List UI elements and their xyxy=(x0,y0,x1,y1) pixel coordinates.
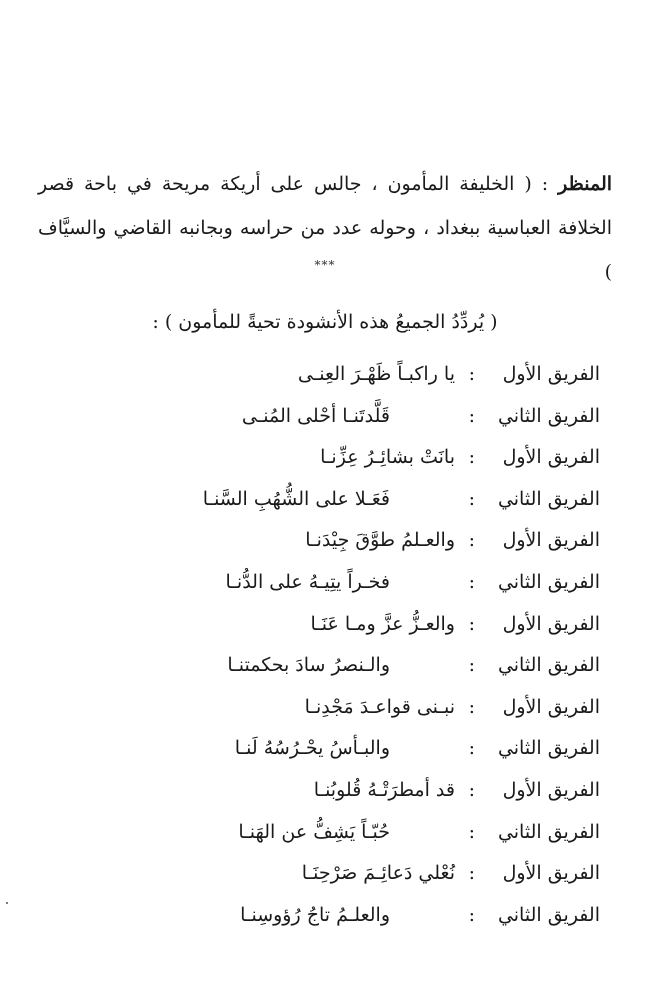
scene-description: : ( الخليفة المأمون ، جالس على أريكة مريحة في باحة قصر الخلافة العباسية ببغداد ، وحوله عدد من حراسه وبجانبه القاضي والسيَّاف ) xyxy=(38,173,612,283)
dialogue-line xyxy=(40,562,600,604)
speaker-name: الفريق الأول xyxy=(502,529,600,552)
dialogue-line xyxy=(40,479,600,521)
speaker-colon: : xyxy=(468,654,475,677)
speaker-name: الفريق الثاني xyxy=(497,737,600,760)
speaker-colon: : xyxy=(468,695,475,718)
speaker-name: الفريق الثاني xyxy=(497,654,600,677)
dialogue-line xyxy=(40,853,600,895)
scene-setting xyxy=(38,162,612,294)
dialogue-line xyxy=(40,812,600,854)
speaker-colon: : xyxy=(468,446,475,469)
dialogue-line xyxy=(40,770,600,812)
dialogue-line xyxy=(40,895,600,937)
verse-text: يا راكبـاً ظَهْـرَ العِنـى xyxy=(297,363,455,385)
speaker-colon: : xyxy=(468,612,475,635)
verse-text: والعـزُّ عزَّ ومـا عَنَـا xyxy=(310,612,455,635)
speaker-name: الفريق الأول xyxy=(502,695,600,718)
speaker-name: الفريق الأول xyxy=(502,446,600,469)
dialogue-line xyxy=(40,396,600,438)
scene-label: المنظر xyxy=(558,173,613,195)
speaker-name: الفريق الثاني xyxy=(497,903,600,926)
verse-text: والـنصرُ سادَ بحكمتنـا xyxy=(227,654,390,677)
dialogue-line xyxy=(40,645,600,687)
speaker-name: الفريق الثاني xyxy=(497,820,600,843)
speaker-name: الفريق الثاني xyxy=(497,487,600,510)
verse-text: والعـلمُ طوَّقَ جِيْدَنـا xyxy=(305,529,455,552)
verse-text: فَعَـلا على الشُّهُبِ السَّنـا xyxy=(202,487,390,510)
dialogue-line xyxy=(40,437,600,479)
dialogue-line xyxy=(40,728,600,770)
margin-speck xyxy=(6,902,8,904)
section-separator: *** xyxy=(314,258,336,272)
verse-text: والبـأسُ يحْـرُسُهُ لَنـا xyxy=(234,737,390,760)
speaker-colon: : xyxy=(468,363,475,385)
verse-text: نبـنى قواعـدَ مَجْدِنـا xyxy=(304,695,455,718)
verse-text: نُعْلي دَعائِـمَ صَرْحِنَـا xyxy=(301,862,455,885)
speaker-name: الفريق الأول xyxy=(502,778,600,801)
speaker-name: الفريق الأول xyxy=(502,862,600,885)
verse-text: فخـراً يتِيـهُ على الدُّنـا xyxy=(225,570,390,593)
speaker-colon: : xyxy=(468,778,475,801)
verse-text: قد أمطرَتْـهُ قُلوبُنـا xyxy=(313,778,455,801)
speaker-colon: : xyxy=(468,487,475,510)
speaker-colon: : xyxy=(468,529,475,552)
dialogue-line xyxy=(40,604,600,646)
speaker-colon: : xyxy=(468,737,475,760)
verse-text: بانَتْ بشائِـرُ عِزِّنـا xyxy=(320,446,455,469)
dialogue-line xyxy=(40,687,600,729)
speaker-colon: : xyxy=(468,570,475,593)
chant-dialogue xyxy=(40,354,600,936)
dialogue-line xyxy=(40,354,600,396)
speaker-colon: : xyxy=(468,903,475,926)
speaker-name: الفريق الثاني xyxy=(497,570,600,593)
dialogue-line xyxy=(40,520,600,562)
verse-text: حُبّـاً يَشِفُّ عن الهَنـا xyxy=(238,820,390,843)
stage-direction: ( يُردِّدُ الجميعُ هذه الأنشودة تحيةً للمأمون ) : xyxy=(152,311,498,333)
speaker-name: الفريق الأول xyxy=(502,612,600,635)
speaker-name: الفريق الأول xyxy=(502,363,600,385)
verse-text: والعلـمُ تاجُ رُؤوسِنـا xyxy=(240,903,390,926)
verse-text: قَلَّدتَنـا أحْلى المُنـى xyxy=(241,404,390,427)
speaker-colon: : xyxy=(468,862,475,885)
speaker-name: الفريق الثاني xyxy=(497,404,600,427)
speaker-colon: : xyxy=(468,404,475,427)
speaker-colon: : xyxy=(468,820,475,843)
